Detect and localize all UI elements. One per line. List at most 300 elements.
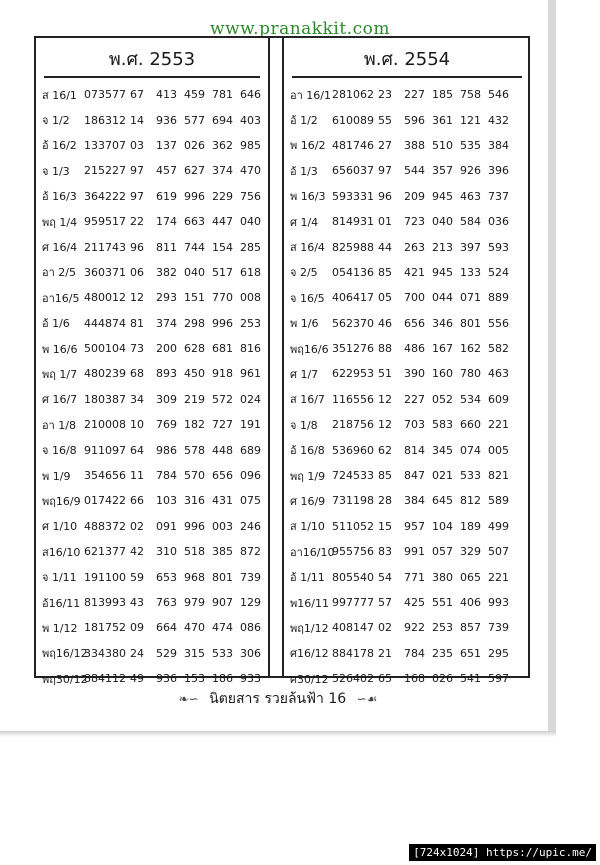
two-digit: 06 bbox=[130, 265, 144, 279]
three-digit-a: 986 bbox=[156, 443, 177, 457]
three-digit-c: 329 bbox=[460, 545, 481, 559]
three-digit-b: 979 bbox=[184, 596, 205, 609]
three-digit-d: 507 bbox=[488, 545, 509, 559]
three-digit-d: 036 bbox=[488, 215, 509, 229]
three-digit-a: 310 bbox=[156, 545, 177, 559]
three-digit-d: 040 bbox=[240, 215, 261, 229]
two-digit: 67 bbox=[130, 88, 144, 102]
three-digit-b: 996 bbox=[184, 519, 205, 533]
column-2554 bbox=[282, 38, 530, 686]
three-digit-a: 168 bbox=[404, 672, 425, 686]
column-2553 bbox=[36, 38, 270, 686]
table-row bbox=[284, 615, 530, 640]
three-digit-b: 996 bbox=[184, 189, 205, 203]
three-digit-c: 189 bbox=[460, 519, 481, 533]
three-digit-c: 003 bbox=[212, 519, 233, 533]
draw-date: พ 1/12 bbox=[42, 621, 78, 635]
three-digit-c: 541 bbox=[460, 672, 481, 686]
three-digit-d: 086 bbox=[240, 621, 261, 635]
three-digit-a: 486 bbox=[404, 342, 425, 356]
three-digit-b: 104 bbox=[432, 519, 453, 533]
two-digit: 55 bbox=[378, 113, 392, 127]
three-digit-c: 660 bbox=[460, 418, 481, 432]
table-row bbox=[36, 514, 268, 539]
three-digit-d: 285 bbox=[240, 240, 261, 254]
three-digit-b: 361 bbox=[432, 113, 453, 127]
three-digit-c: 926 bbox=[460, 164, 481, 178]
two-digit: 14 bbox=[130, 113, 144, 127]
draw-date: ส16/10 bbox=[42, 545, 81, 559]
three-digit-d: 463 bbox=[488, 367, 509, 381]
three-digit-a: 413 bbox=[156, 88, 177, 102]
three-digit-c: 584 bbox=[460, 215, 481, 229]
three-digit-b: 219 bbox=[184, 392, 205, 406]
draw-date: จ 16/5 bbox=[290, 291, 325, 305]
draw-date: ส 16/1 bbox=[42, 88, 77, 102]
three-digit-a: 893 bbox=[156, 367, 177, 381]
three-digit-b: 645 bbox=[432, 494, 453, 508]
three-digit-a: 653 bbox=[156, 570, 177, 584]
first-prize: 621377 bbox=[84, 545, 126, 559]
three-digit-a: 656 bbox=[404, 316, 425, 330]
three-digit-c: 431 bbox=[212, 494, 233, 508]
first-prize: 444874 bbox=[84, 316, 126, 330]
draw-date: พ 1/6 bbox=[290, 317, 319, 331]
first-prize: 526402 bbox=[332, 672, 374, 686]
three-digit-d: 008 bbox=[240, 291, 261, 305]
three-digit-c: 463 bbox=[460, 189, 481, 203]
three-digit-b: 518 bbox=[184, 545, 205, 559]
draw-date: จ 1/3 bbox=[42, 164, 70, 178]
first-prize: 656037 bbox=[332, 164, 374, 178]
three-digit-d: 618 bbox=[240, 265, 261, 279]
table-row bbox=[284, 82, 530, 107]
two-digit: 57 bbox=[378, 596, 392, 609]
table-row bbox=[284, 412, 530, 437]
table-row bbox=[284, 158, 530, 183]
first-prize: 481746 bbox=[332, 138, 374, 152]
three-digit-b: 345 bbox=[432, 443, 453, 457]
three-digit-a: 847 bbox=[404, 469, 425, 483]
table-row bbox=[284, 437, 530, 462]
three-digit-c: 533 bbox=[212, 646, 233, 660]
table-row bbox=[36, 361, 268, 386]
three-digit-a: 769 bbox=[156, 418, 177, 432]
two-digit: 27 bbox=[378, 138, 392, 152]
first-prize: 536960 bbox=[332, 443, 374, 457]
three-digit-d: 646 bbox=[240, 88, 261, 102]
three-digit-c: 133 bbox=[460, 265, 481, 279]
three-digit-b: 450 bbox=[184, 367, 205, 381]
draw-date: อา16/5 bbox=[42, 291, 80, 305]
draw-date: พฤ30/12 bbox=[42, 672, 88, 686]
three-digit-b: 021 bbox=[432, 469, 453, 483]
three-digit-c: 572 bbox=[212, 392, 233, 406]
three-digit-a: 811 bbox=[156, 240, 177, 254]
three-digit-d: 295 bbox=[488, 646, 509, 660]
table-row bbox=[284, 361, 530, 386]
draw-date: จ 1/8 bbox=[290, 418, 318, 432]
three-digit-d: 524 bbox=[488, 265, 509, 279]
three-digit-c: 154 bbox=[212, 240, 233, 254]
three-digit-b: 346 bbox=[432, 316, 453, 330]
three-digit-d: 075 bbox=[240, 494, 261, 508]
three-digit-c: 162 bbox=[460, 342, 481, 356]
three-digit-c: 770 bbox=[212, 291, 233, 305]
two-digit: 12 bbox=[378, 418, 392, 432]
two-digit: 11 bbox=[130, 469, 144, 483]
three-digit-b: 577 bbox=[184, 113, 205, 127]
three-digit-c: 694 bbox=[212, 113, 233, 127]
three-digit-a: 137 bbox=[156, 138, 177, 152]
table-row bbox=[36, 641, 268, 666]
lottery-table-frame bbox=[34, 36, 530, 686]
three-digit-b: 380 bbox=[432, 570, 453, 584]
three-digit-b: 026 bbox=[184, 138, 205, 152]
three-digit-d: 872 bbox=[240, 545, 261, 559]
three-digit-b: 663 bbox=[184, 215, 205, 229]
table-row bbox=[284, 564, 530, 589]
two-digit: 05 bbox=[378, 291, 392, 305]
footer-text: นิตยสาร รวยล้นฟ้า 16 bbox=[209, 691, 347, 707]
two-digit: 68 bbox=[130, 367, 144, 381]
first-prize: 073577 bbox=[84, 88, 126, 102]
table-row bbox=[284, 336, 530, 361]
first-prize: 180387 bbox=[84, 392, 126, 406]
table-row bbox=[284, 539, 530, 564]
table-row bbox=[36, 133, 268, 158]
ornament-right-icon: ∽☙ bbox=[356, 692, 378, 706]
first-prize: 955756 bbox=[332, 545, 374, 559]
three-digit-d: 432 bbox=[488, 113, 509, 127]
draw-date: พฤ 1/9 bbox=[290, 469, 326, 483]
three-digit-b: 052 bbox=[432, 392, 453, 406]
three-digit-b: 167 bbox=[432, 342, 453, 356]
three-digit-a: 814 bbox=[404, 443, 425, 457]
three-digit-b: 315 bbox=[184, 646, 205, 660]
draw-date: พ 16/2 bbox=[290, 139, 326, 153]
table-row bbox=[284, 387, 530, 412]
draw-date: ศ30/12 bbox=[290, 672, 329, 686]
three-digit-c: 186 bbox=[212, 672, 233, 686]
scan-bottom-shadow bbox=[0, 731, 556, 737]
three-digit-b: 316 bbox=[184, 494, 205, 508]
first-prize: 731198 bbox=[332, 494, 374, 508]
two-digit: 22 bbox=[130, 215, 144, 229]
three-digit-d: 096 bbox=[240, 469, 261, 483]
draw-date: อ้ 1/2 bbox=[290, 114, 318, 128]
rows-2553 bbox=[36, 82, 268, 691]
three-digit-a: 936 bbox=[156, 113, 177, 127]
draw-date: ศ 1/7 bbox=[290, 367, 319, 381]
three-digit-a: 263 bbox=[404, 240, 425, 254]
three-digit-a: 174 bbox=[156, 215, 177, 229]
three-digit-a: 922 bbox=[404, 621, 425, 635]
two-digit: 85 bbox=[378, 469, 392, 483]
three-digit-b: 160 bbox=[432, 367, 453, 381]
draw-date: ศ 16/7 bbox=[42, 393, 78, 407]
three-digit-a: 596 bbox=[404, 113, 425, 127]
three-digit-b: 026 bbox=[432, 672, 453, 686]
first-prize: 334380 bbox=[84, 646, 126, 660]
table-row bbox=[284, 590, 530, 615]
three-digit-c: 517 bbox=[212, 265, 233, 279]
three-digit-d: 024 bbox=[240, 392, 261, 406]
three-digit-c: 121 bbox=[460, 113, 481, 127]
three-digit-a: 209 bbox=[404, 189, 425, 203]
two-digit: 42 bbox=[130, 545, 144, 559]
two-digit: 73 bbox=[130, 342, 144, 356]
draw-date: อา 1/8 bbox=[42, 418, 76, 432]
first-prize: 215227 bbox=[84, 164, 126, 178]
table-row bbox=[36, 437, 268, 462]
draw-date: อ้ 1/11 bbox=[290, 571, 325, 585]
draw-date: อา16/10 bbox=[290, 545, 335, 559]
first-prize: 351276 bbox=[332, 342, 374, 356]
table-row bbox=[284, 260, 530, 285]
draw-date: ส 1/10 bbox=[290, 520, 325, 534]
draw-date: อ้16/11 bbox=[42, 596, 81, 610]
three-digit-b: 968 bbox=[184, 570, 205, 584]
draw-date: พฤ16/9 bbox=[42, 494, 81, 508]
two-digit: 12 bbox=[378, 392, 392, 406]
three-digit-b: 627 bbox=[184, 164, 205, 178]
table-row bbox=[284, 463, 530, 488]
table-row bbox=[284, 234, 530, 259]
table-row bbox=[284, 209, 530, 234]
three-digit-d: 546 bbox=[488, 88, 509, 102]
three-digit-a: 200 bbox=[156, 342, 177, 356]
table-row bbox=[284, 184, 530, 209]
three-digit-b: 040 bbox=[432, 215, 453, 229]
two-digit: 12 bbox=[130, 291, 144, 305]
three-digit-a: 091 bbox=[156, 519, 177, 533]
three-digit-c: 812 bbox=[460, 494, 481, 508]
first-prize: 593331 bbox=[332, 189, 374, 203]
first-prize: 054136 bbox=[332, 265, 374, 279]
three-digit-a: 700 bbox=[404, 291, 425, 305]
scan-page-edge bbox=[548, 0, 556, 735]
draw-date: ศ16/12 bbox=[290, 647, 329, 661]
three-digit-c: 362 bbox=[212, 138, 233, 152]
table-row bbox=[284, 107, 530, 132]
three-digit-d: 933 bbox=[240, 672, 261, 686]
three-digit-b: 583 bbox=[432, 418, 453, 432]
three-digit-d: 816 bbox=[240, 342, 261, 356]
draw-date: อ้ 16/3 bbox=[42, 190, 77, 204]
table-row bbox=[36, 463, 268, 488]
table-row bbox=[36, 488, 268, 513]
first-prize: 354656 bbox=[84, 469, 126, 483]
three-digit-a: 384 bbox=[404, 494, 425, 508]
table-row bbox=[36, 184, 268, 209]
first-prize: 622953 bbox=[332, 367, 374, 381]
three-digit-a: 421 bbox=[404, 265, 425, 279]
first-prize: 186312 bbox=[84, 113, 126, 127]
three-digit-b: 578 bbox=[184, 443, 205, 457]
draw-date: จ 16/8 bbox=[42, 444, 77, 458]
three-digit-a: 425 bbox=[404, 596, 425, 609]
first-prize: 116556 bbox=[332, 392, 374, 406]
two-digit: 65 bbox=[378, 672, 392, 686]
table-row bbox=[284, 311, 530, 336]
three-digit-d: 306 bbox=[240, 646, 261, 660]
three-digit-a: 784 bbox=[156, 469, 177, 483]
site-url[interactable]: www.pranakkit.com bbox=[210, 19, 390, 39]
first-prize: 884112 bbox=[84, 672, 126, 686]
three-digit-d: 739 bbox=[488, 621, 509, 635]
three-digit-c: 781 bbox=[212, 88, 233, 102]
first-prize: 017422 bbox=[84, 494, 126, 508]
two-digit: 66 bbox=[130, 494, 144, 508]
three-digit-a: 382 bbox=[156, 265, 177, 279]
three-digit-d: 384 bbox=[488, 138, 509, 152]
three-digit-c: 385 bbox=[212, 545, 233, 559]
three-digit-c: 857 bbox=[460, 621, 481, 635]
two-digit: 97 bbox=[130, 164, 144, 178]
three-digit-a: 703 bbox=[404, 418, 425, 432]
three-digit-c: 406 bbox=[460, 596, 481, 609]
table-row bbox=[36, 336, 268, 361]
three-digit-c: 065 bbox=[460, 570, 481, 584]
three-digit-b: 253 bbox=[432, 621, 453, 635]
three-digit-b: 357 bbox=[432, 164, 453, 178]
two-digit: 96 bbox=[130, 240, 144, 254]
three-digit-d: 821 bbox=[488, 469, 509, 483]
two-digit: 49 bbox=[130, 672, 144, 686]
draw-date: อา 16/1 bbox=[290, 88, 331, 102]
first-prize: 133707 bbox=[84, 138, 126, 152]
first-prize: 406417 bbox=[332, 291, 374, 305]
three-digit-a: 374 bbox=[156, 316, 177, 330]
first-prize: 360371 bbox=[84, 265, 126, 279]
three-digit-d: 597 bbox=[488, 672, 509, 686]
first-prize: 511052 bbox=[332, 519, 374, 533]
three-digit-a: 991 bbox=[404, 545, 425, 559]
three-digit-c: 651 bbox=[460, 646, 481, 660]
first-prize: 181752 bbox=[84, 621, 126, 635]
three-digit-a: 936 bbox=[156, 672, 177, 686]
three-digit-c: 996 bbox=[212, 316, 233, 330]
two-digit: 88 bbox=[378, 342, 392, 356]
first-prize: 218756 bbox=[332, 418, 374, 432]
draw-date: พฤ16/12 bbox=[42, 647, 88, 661]
three-digit-d: 556 bbox=[488, 316, 509, 330]
three-digit-c: 656 bbox=[212, 469, 233, 483]
three-digit-d: 985 bbox=[240, 138, 261, 152]
three-digit-d: 739 bbox=[240, 570, 261, 584]
draw-date: อ้ 16/2 bbox=[42, 139, 77, 153]
draw-date: พ16/11 bbox=[290, 596, 329, 610]
two-digit: 02 bbox=[130, 519, 144, 533]
three-digit-a: 227 bbox=[404, 88, 425, 102]
three-digit-d: 993 bbox=[488, 596, 509, 609]
table-row bbox=[36, 82, 268, 107]
three-digit-a: 664 bbox=[156, 621, 177, 635]
two-digit: 96 bbox=[378, 189, 392, 203]
three-digit-d: 889 bbox=[488, 291, 509, 305]
table-row bbox=[36, 590, 268, 615]
three-digit-b: 945 bbox=[432, 265, 453, 279]
upic-watermark[interactable]: [724x1024] https://upic.me/ bbox=[409, 844, 596, 861]
three-digit-a: 103 bbox=[156, 494, 177, 508]
three-digit-d: 609 bbox=[488, 392, 509, 406]
two-digit: 09 bbox=[130, 621, 144, 635]
three-digit-a: 227 bbox=[404, 392, 425, 406]
three-digit-d: 221 bbox=[488, 570, 509, 584]
three-digit-c: 918 bbox=[212, 367, 233, 381]
first-prize: 610089 bbox=[332, 113, 374, 127]
three-digit-d: 756 bbox=[240, 189, 261, 203]
draw-date: อ้ 16/8 bbox=[290, 444, 325, 458]
three-digit-d: 689 bbox=[240, 443, 261, 457]
three-digit-c: 229 bbox=[212, 189, 233, 203]
draw-date: จ 1/2 bbox=[42, 114, 70, 128]
table-row bbox=[36, 260, 268, 285]
three-digit-d: 246 bbox=[240, 519, 261, 533]
table-row bbox=[36, 311, 268, 336]
two-digit: 85 bbox=[378, 265, 392, 279]
three-digit-d: 499 bbox=[488, 519, 509, 533]
three-digit-a: 388 bbox=[404, 138, 425, 152]
first-prize: 825988 bbox=[332, 240, 374, 254]
first-prize: 997777 bbox=[332, 596, 374, 609]
footer-caption bbox=[0, 688, 556, 710]
ornament-left-icon: ❧∽ bbox=[178, 692, 199, 706]
three-digit-d: 737 bbox=[488, 189, 509, 203]
draw-date: พ 16/3 bbox=[290, 190, 326, 204]
three-digit-c: 474 bbox=[212, 621, 233, 635]
three-digit-b: 153 bbox=[184, 672, 205, 686]
three-digit-a: 619 bbox=[156, 189, 177, 203]
three-digit-b: 182 bbox=[184, 418, 205, 432]
three-digit-d: 961 bbox=[240, 367, 261, 381]
table-row bbox=[36, 234, 268, 259]
three-digit-c: 071 bbox=[460, 291, 481, 305]
three-digit-d: 582 bbox=[488, 342, 509, 356]
three-digit-d: 191 bbox=[240, 418, 261, 432]
first-prize: 281062 bbox=[332, 88, 374, 102]
three-digit-c: 801 bbox=[460, 316, 481, 330]
column-header-2554: พ.ศ. 2554 bbox=[292, 46, 522, 78]
three-digit-d: 129 bbox=[240, 596, 261, 609]
draw-date: พฤ 1/7 bbox=[42, 367, 78, 381]
two-digit: 83 bbox=[378, 545, 392, 559]
three-digit-c: 447 bbox=[212, 215, 233, 229]
first-prize: 805540 bbox=[332, 570, 374, 584]
draw-date: พฤ16/6 bbox=[290, 342, 329, 356]
draw-date: ศ 1/4 bbox=[290, 215, 319, 229]
two-digit: 43 bbox=[130, 596, 144, 609]
draw-date: อ้ 1/6 bbox=[42, 317, 70, 331]
draw-date: พฤ1/12 bbox=[290, 621, 329, 635]
first-prize: 364222 bbox=[84, 189, 126, 203]
three-digit-c: 780 bbox=[460, 367, 481, 381]
three-digit-c: 397 bbox=[460, 240, 481, 254]
two-digit: 97 bbox=[378, 164, 392, 178]
three-digit-b: 459 bbox=[184, 88, 205, 102]
table-row bbox=[36, 539, 268, 564]
draw-date: ส 16/7 bbox=[290, 393, 325, 407]
table-row bbox=[36, 387, 268, 412]
two-digit: 28 bbox=[378, 494, 392, 508]
first-prize: 562370 bbox=[332, 316, 374, 330]
table-row bbox=[36, 564, 268, 589]
three-digit-d: 396 bbox=[488, 164, 509, 178]
three-digit-b: 213 bbox=[432, 240, 453, 254]
draw-date: จ 2/5 bbox=[290, 266, 318, 280]
three-digit-b: 044 bbox=[432, 291, 453, 305]
